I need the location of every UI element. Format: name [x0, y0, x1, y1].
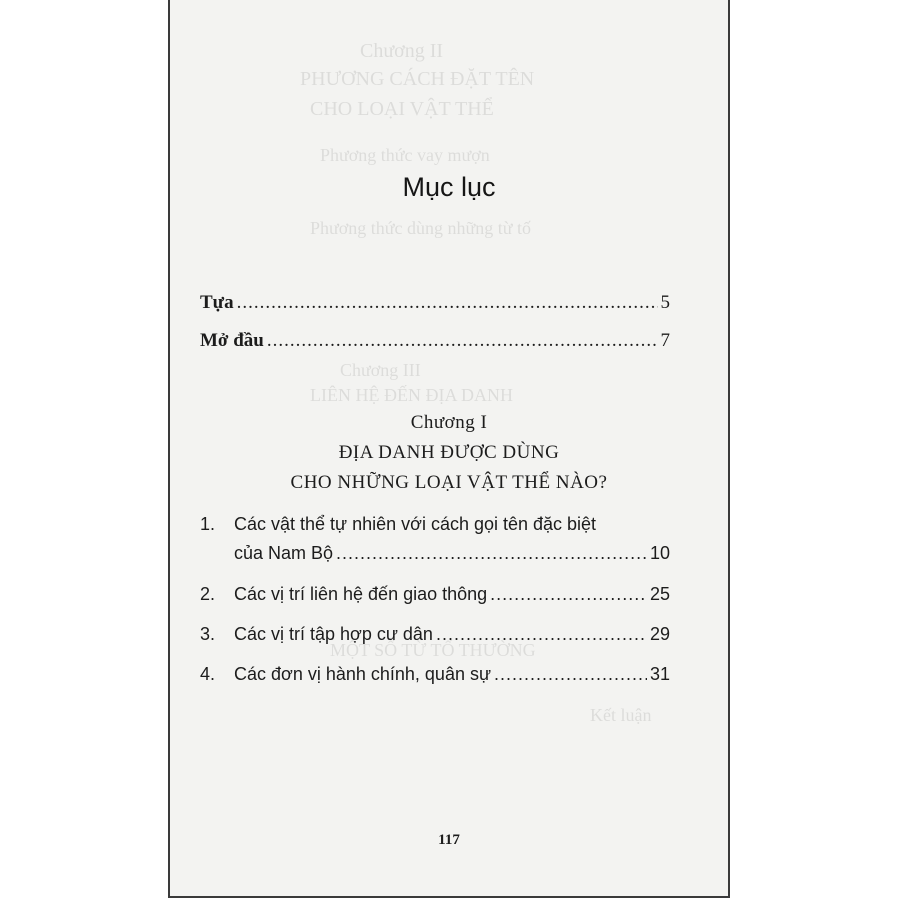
section-number: 3.	[200, 624, 216, 644]
toc-entry-introduction[interactable]	[200, 330, 670, 352]
chapter-title-line-2: CHO NHỮNG LOẠI VẬT THỂ NÀO?	[290, 472, 608, 493]
toc-page-number: 7	[660, 330, 670, 351]
toc-entry-section-3[interactable]	[200, 624, 670, 645]
chapter-title-line-1: ĐỊA DANH ĐƯỢC DÙNG	[338, 442, 560, 463]
dot-leader	[336, 543, 647, 564]
section-number: 4.	[200, 664, 216, 684]
dot-leader	[267, 330, 658, 352]
toc-entry-section-2[interactable]	[200, 584, 670, 605]
toc-entry-label-continuation: của Nam Bộ	[234, 543, 334, 563]
toc-heading: Mục lục	[402, 172, 496, 202]
dot-leader	[436, 624, 647, 645]
dot-leader	[494, 664, 647, 685]
section-number: 1.	[200, 514, 216, 534]
toc-entry-label: Các đơn vị hành chính, quân sự	[234, 664, 492, 684]
book-page	[168, 0, 730, 898]
section-number: 2.	[200, 584, 216, 604]
toc-page-number: 25	[649, 584, 670, 604]
toc-entry-label: Mở đầu	[200, 330, 264, 351]
toc-entry-label: Tựa	[200, 292, 234, 313]
dot-leader	[490, 584, 647, 605]
toc-entry-label: Các vật thể tự nhiên với cách gọi tên đặc biệt	[234, 514, 597, 534]
chapter-number: Chương I	[410, 412, 488, 433]
page-number-footer: 117	[438, 832, 460, 848]
dot-leader	[237, 292, 658, 314]
toc-page-number: 10	[649, 543, 670, 563]
toc-entry-label: Các vị trí liên hệ đến giao thông	[234, 584, 488, 604]
toc-entry-label: Các vị trí tập hợp cư dân	[234, 624, 433, 644]
bleed-through-text: Chương II PHƯƠNG CÁCH ĐẶT TÊN CHO LOẠI VẬT THỂ Phương thức vay mượn Phương thức dùng những từ tố Chương III LIÊN HỆ ĐẾN ĐỊA DANH MỘT SỐ TỪ TỐ THƯỜNG Kết luận	[300, 40, 652, 725]
toc-entry-section-4[interactable]	[200, 664, 670, 685]
toc-entry-section-1-continuation[interactable]	[234, 543, 670, 564]
toc-page-number: 29	[649, 624, 670, 644]
toc-page-number: 31	[649, 664, 670, 684]
toc-page-number: 5	[660, 292, 670, 313]
toc-entry-section-1[interactable]	[200, 514, 670, 535]
toc-entry-preface[interactable]	[200, 292, 670, 314]
